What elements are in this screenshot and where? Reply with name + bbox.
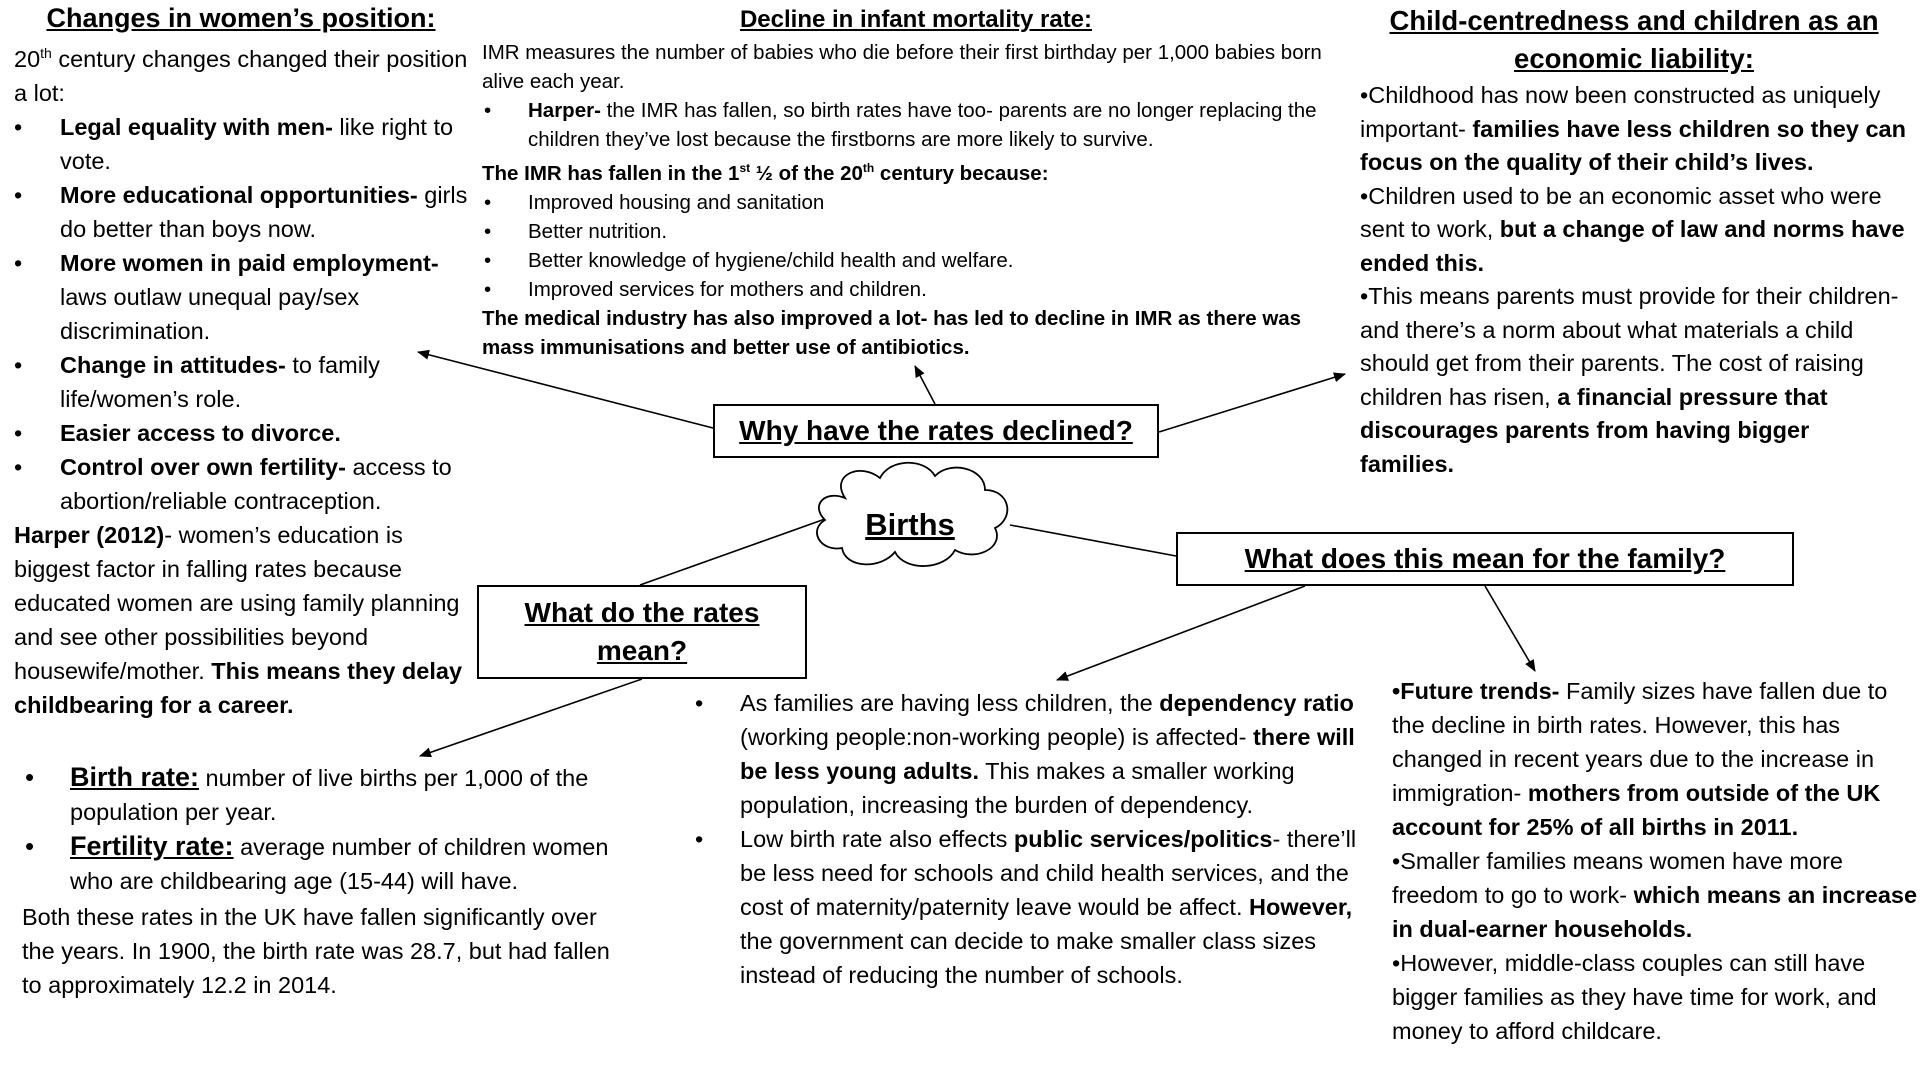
list-item: • Improved housing and sanitation (482, 188, 1350, 217)
rates-definitions-section (22, 760, 612, 1002)
connector-why-to-women (418, 352, 713, 428)
list-item: • Harper- the IMR has fallen, so birth rates have too- parents are no longer replacing the children they’ve lost because the firstborns are more likely to survive. (482, 96, 1350, 154)
list-item: • Low birth rate also effects public services/politics- there’ll be less need for schools and child health services, and the cost of maternity/paternity leave would be affect. However, the government can decide to make smaller class sizes instead of reducing the number of schools. (690, 822, 1370, 992)
list-item: • Improved services for mothers and children. (482, 275, 1350, 304)
meaning-for-family-box: What does this mean for the family? (1176, 532, 1794, 586)
connector-mean-to-future (1485, 586, 1535, 671)
womens-position-title: Changes in women’s position: (46, 3, 436, 33)
child-paragraph: •This means parents must provide for their children- and there’s a norm about what materials a child should get from their parents. The cost of raising children has risen, a financial pressure that discourages parents from having bigger families. (1360, 283, 1899, 477)
list-item: • Birth rate: number of live births per 1,000 of the population per year. (22, 760, 612, 829)
child-centredness-title: Child-centredness and children as an economic liability: (1389, 5, 1879, 74)
center-births-label: Births (865, 507, 955, 542)
future-paragraph: •Future trends- Family sizes have fallen due to the decline in birth rates. However, this has changed in recent years due to the increase in immigration- mothers from outside of the UK account for 25% of all births in 2011. (1392, 678, 1888, 840)
connector-cloud-to-box-mean (1010, 525, 1176, 556)
rates-summary: Both these rates in the UK have fallen significantly over the years. In 1900, the birth rate was 28.7, but had fallen to approximately 12.2 in 2014. (22, 904, 610, 998)
connector-why-to-imr (915, 366, 935, 404)
family-implications-list (690, 686, 1370, 992)
list-item: • More educational opportunities- girls do better than boys now. (14, 178, 474, 246)
list-item: • Better knowledge of hygiene/child health and welfare. (482, 246, 1350, 275)
list-item: • Legal equality with men- like right to vote. (14, 110, 474, 178)
womens-position-intro: 20th century changes changed their position a lot: (14, 45, 468, 106)
list-item: • More women in paid employment- laws outlaw unequal pay/sex discrimination. (14, 246, 474, 348)
imr-medical-note: The medical industry has also improved a lot- has led to decline in IMR as there was mass immunisations and better use of antibiotics. (482, 306, 1302, 359)
connector-rates-to-definitions (420, 679, 642, 756)
harper-2012-note: Harper (2012)- women’s education is biggest factor in falling rates because educated women are using family planning and see other possibilities beyond housewife/mother. This means they delay childbearing for a career. (14, 521, 463, 718)
future-paragraph: •Smaller families means women have more freedom to go to work- which means an increase in dual-earner households. (1392, 848, 1918, 942)
connector-mean-to-family (1057, 586, 1305, 680)
list-item: • Fertility rate: average number of children women who are childbearing age (15-44) will have. (22, 829, 612, 898)
list-item: • Easier access to divorce. (14, 416, 474, 450)
what-rates-mean-box: What do the rates mean? (477, 585, 807, 679)
why-rates-declined-box: Why have the rates declined? (713, 404, 1159, 458)
rates-definitions-list (22, 760, 612, 898)
future-trends-section (1392, 674, 1920, 1048)
connector-why-to-child (1159, 374, 1345, 432)
infant-mortality-title: Decline in infant mortality rate: (739, 6, 1093, 33)
child-paragraph: •Childhood has now been constructed as uniquely important- families have less children so they can focus on the quality of their child’s lives. (1360, 82, 1906, 175)
imr-fallen-heading: The IMR has fallen in the 1st ½ of the 20th century because: (482, 161, 1049, 185)
list-item: • As families are having less children, the dependency ratio (working people:non-working people) is affected- there will be less young adults. This makes a smaller working population, increasing the burden of dependency. (690, 686, 1370, 822)
connector-cloud-to-box-rates (640, 519, 825, 585)
list-item: • Better nutrition. (482, 217, 1350, 246)
list-item: • Change in attitudes- to family life/women’s role. (14, 348, 474, 416)
list-item: • Control over own fertility- access to abortion/reliable contraception. (14, 450, 474, 518)
future-paragraph: •However, middle-class couples can still have bigger families as they have time for work, and money to afford childcare. (1392, 950, 1877, 1044)
child-paragraph: •Children used to be an economic asset who were sent to work, but a change of law and norms have ended this. (1360, 182, 1905, 276)
imr-definition: IMR measures the number of babies who die before their first birthday per 1,000 babies born alive each year. (482, 41, 1322, 93)
family-implications-section (690, 686, 1370, 992)
